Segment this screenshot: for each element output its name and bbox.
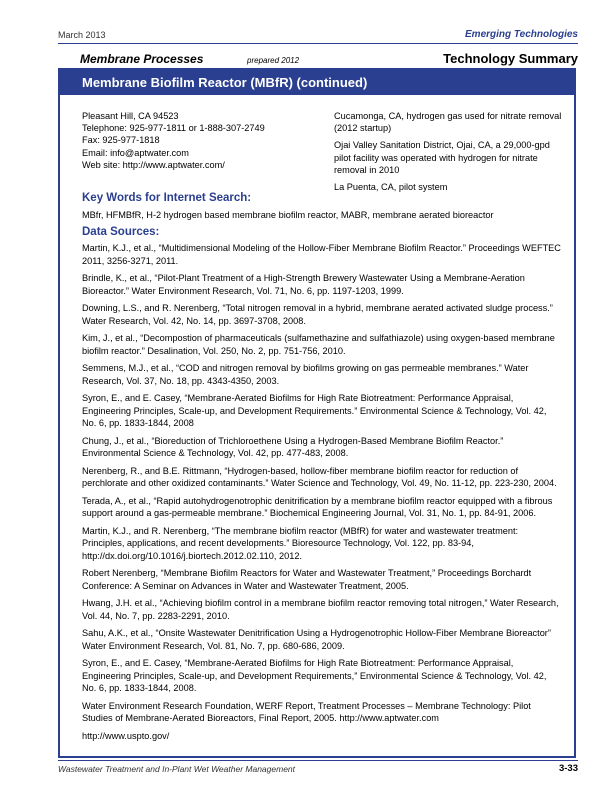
reference-item: Downing, L.S., and R. Nerenberg, “Total nitrogen removal in a hybrid, membrane aerated activated sludge process.” Water Research, Vol. 42, No. 14, pp. 3697-3708, 2008. (82, 303, 553, 326)
header-date: March 2013 (58, 30, 106, 40)
reference-link[interactable]: http://www.uspto.gov/ (82, 730, 170, 741)
contact-website[interactable]: Web site: http://www.aptwater.com/ (82, 159, 225, 170)
installations-list (334, 110, 564, 198)
subsection-title: Membrane Processes (80, 52, 204, 66)
reference-item: Water Environment Research Foundation, WERF Report, Treatment Processes – Membrane Technology: Pilot Studies of Membrane-Aerated Bioreactors, Final Report, 2005. http://www.aptwater.com (82, 700, 531, 723)
header-divider (58, 43, 578, 44)
page-title: Membrane Biofilm Reactor (MBfR) (continued) (82, 75, 368, 90)
contact-address: Pleasant Hill, CA 94523 (82, 111, 179, 121)
page-number: 3-33 (558, 763, 578, 774)
contact-info (82, 110, 322, 171)
data-sources-heading: Data Sources: (82, 226, 160, 238)
keywords-text: MBfr, HFMBfR, H-2 hydrogen based membrane biofilm reactor, MABR, membrane aerated bioreactor (82, 210, 494, 220)
footer-divider (58, 760, 578, 761)
content-frame (58, 68, 576, 758)
contact-email[interactable]: Email: info@aptwater.com (82, 147, 189, 158)
reference-item: Chung, J., et al., “Bioreduction of Trichloroethene Using a Hydrogen-Based Membrane Biofilm Reactor.” Environmental Science & Technology, Vol. 42, pp. 477-483, 2008. (82, 435, 504, 458)
summary-label: Technology Summary (443, 51, 578, 66)
reference-item: Syron, E., and E. Casey, “Membrane-Aerated Biofilms for High Rate Biotreatment: Performance Appraisal, Engineering Principles, Scale-up, and Development Requirements,” Environmental Science & Technology, Vol. 42, No. 6, pp. 1833-1844, 2008. (82, 658, 547, 693)
header-section: Emerging Technologies (465, 29, 578, 40)
reference-item: Semmens, M.J., et al., “COD and nitrogen removal by biofilms growing on gas permeable membranes.” Water Research, Vol. 37, No. 18, pp. 4343-4350, 2003. (82, 363, 529, 386)
contact-fax: Fax: 925-977-1818 (82, 135, 160, 146)
references-list (82, 242, 562, 747)
reference-item: Robert Nerenberg, “Membrane Biofilm Reactors for Water and Wastewater Treatment,” Proceedings Borchardt Conference: A Seminar on Advances in Water and Wastewater Treatment, 2005. (82, 568, 532, 591)
installation-item: La Puenta, CA, pilot system (334, 182, 448, 193)
reference-item: Hwang, J.H. et al., “Achieving biofilm control in a membrane biofilm reactor removing total nitrogen,” Water Research, Vol. 44, No. 7, pp. 2283-2291, 2010. (82, 598, 559, 621)
prepared-date: prepared 2012 (247, 56, 300, 65)
reference-item: Martin, K.J., et al., “Multidimensional Modeling of the Hollow-Fiber Membrane Biofilm Reactor.” Proceedings WEFTEC 2011, 3256-3271, 2011. (82, 243, 561, 266)
reference-item: Martin, K.J., and R. Nerenberg, “The membrane biofilm reactor (MBfR) for water and wastewater treatment: Principles, applications, and recent developments.” Bioresource Technology, Vol. 122, pp. 83-94, http://dx.doi.org/10.1016/j.biortech.2012.02.110, 2012. (82, 525, 519, 561)
keywords-heading: Key Words for Internet Search: (82, 192, 252, 204)
reference-item: Syron, E., and E. Casey, “Membrane-Aerated Biofilms for High Rate Biotreatment: Performance Appraisal, Engineering Principles, Scale-up, and Development Requirements.” Environmental Science & Technology, Vol. 42, No. 6, pp. 1833-1844, 2008 (82, 393, 547, 428)
reference-item: Kim, J., et al., “Decompostion of pharmaceuticals (sulfamethazine and sulfathiazole) using oxygen-based membrane biofilm reactor.” Desalination, Vol. 250, No. 2, pp. 751-756, 2010. (82, 333, 555, 356)
footer-publication: Wastewater Treatment and In-Plant Wet Weather Management (58, 764, 296, 774)
installation-item: Ojai Valley Sanitation District, Ojai, CA, a 29,000-gpd pilot facility was operated with hydrogen for nitrate removal in 2010 (334, 140, 550, 175)
reference-item: Nerenberg, R., and B.E. Rittmann, “Hydrogen-based, hollow-fiber membrane biofilm reactor for reduction of perchlorate and other oxidized contaminants.” Water Science and Technology, Vol. 49, No. 11-12, pp. 223-230, 2004. (82, 465, 557, 488)
reference-item: Sahu, A.K., et al., “Onsite Wastewater Denitrification Using a Hydrogenotrophic Hollow-Fiber Membrane Bioreactor” Water Environment Research, Vol. 81, No. 7, pp. 680-686, 2009. (82, 628, 551, 651)
contact-telephone: Telephone: 925-977-1811 or 1-888-307-2749 (82, 123, 265, 134)
reference-item: Brindle, K., et al., “Pilot-Plant Treatment of a High-Strength Brewery Wastewater Using a Membrane-Aeration Bioreactor.” Water Environment Research, Vol. 71, No. 6, pp. 1197-1203, 1999. (82, 273, 525, 296)
title-band (60, 70, 574, 95)
installation-item: Cucamonga, CA, hydrogen gas used for nitrate removal (2012 startup) (334, 111, 562, 134)
reference-item: Terada, A., et al., “Rapid autohydrogenotrophic denitrification by a membrane biofilm reactor equipped with a fibrous support around a gas-permeable membrane.” Biochemical Engineering Journal, Vol. 31, No. 1, pp. 84-91, 2006. (82, 495, 553, 518)
